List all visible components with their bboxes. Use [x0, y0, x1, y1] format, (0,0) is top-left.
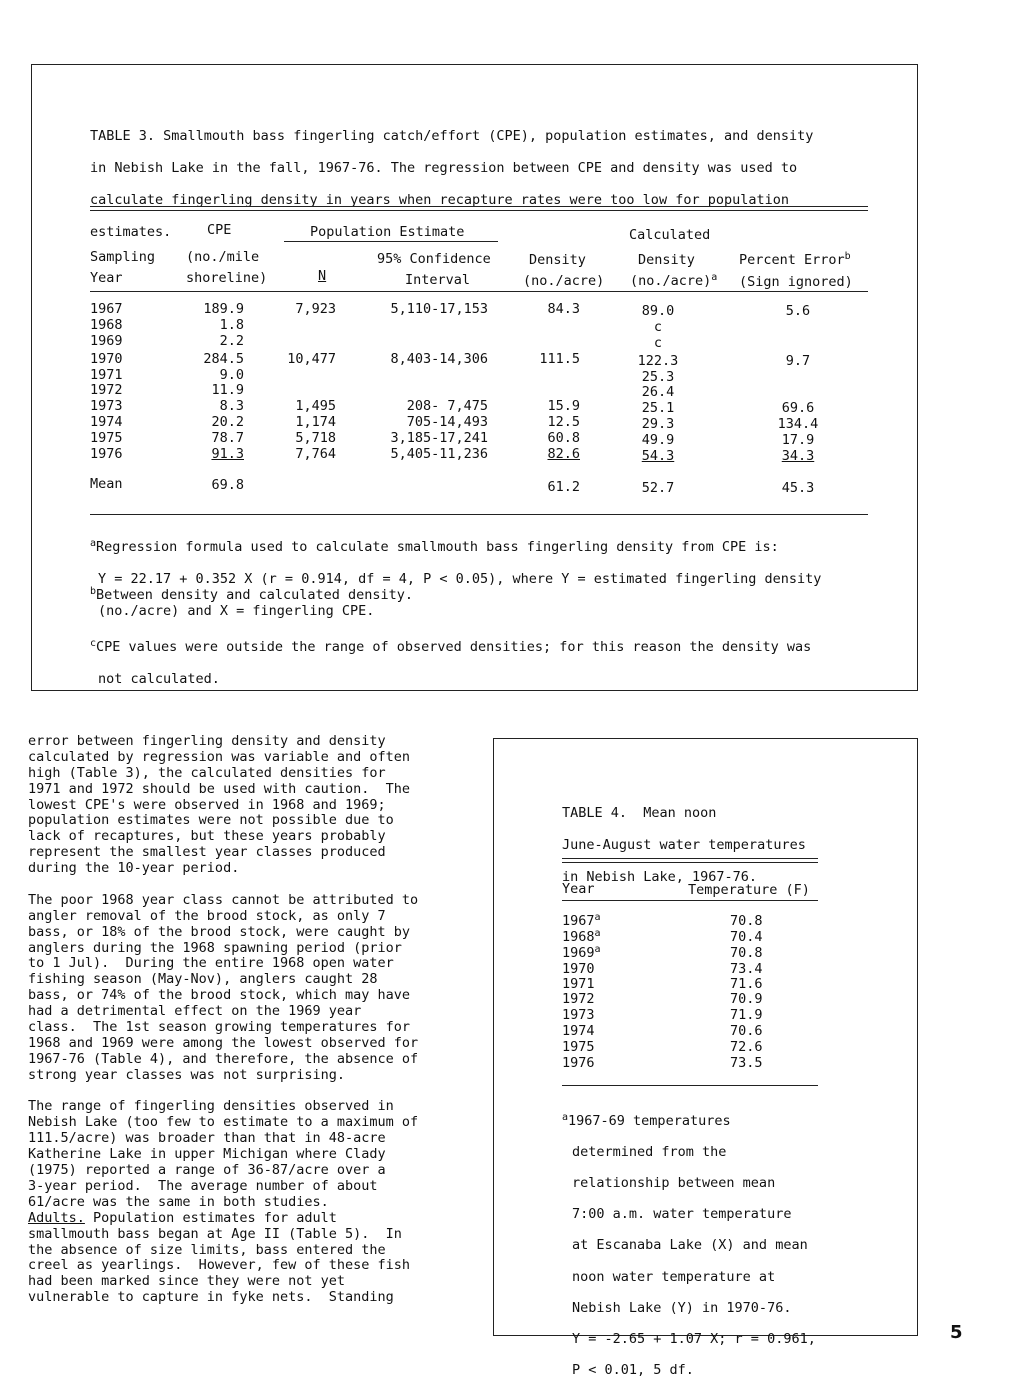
- table-3-cell-density: 82.6: [547, 446, 580, 462]
- body-line: 1971 and 1972 should be used with caution. The: [28, 780, 411, 797]
- body-line: bass, or 74% of the brood stock, which may have: [28, 987, 411, 1004]
- caption-line: calculate fingerling density in years when recapture rates were too low for population: [90, 192, 789, 208]
- table-3-cell-year: 1967: [90, 301, 123, 317]
- table-3-cell-density: 12.5: [547, 414, 580, 430]
- table-3-top-rule-2: [90, 210, 868, 211]
- footnote-line: P < 0.01, 5 df.: [572, 1362, 694, 1379]
- table-4-cell-year: [562, 1039, 595, 1055]
- table-3-cell-year: 1969: [90, 333, 123, 349]
- table-3-cell-cpe: 2.2: [219, 333, 244, 349]
- table-3-cell-density: 60.8: [547, 430, 580, 446]
- table-4-top-rule: [562, 858, 818, 859]
- page-number: 5: [950, 1322, 963, 1343]
- body-line: 111.5/acre) was broader than that in 48-acre: [28, 1130, 386, 1147]
- table-3-cell-n: 1,174: [295, 414, 336, 430]
- table-3-cell-calc: c: [653, 319, 663, 335]
- table-4-cell-temperature: 73.5: [730, 1055, 763, 1071]
- body-line: creel as yearlings. However, few of these fish: [28, 1257, 411, 1274]
- footnote-mark: a: [594, 912, 601, 923]
- body-line: [28, 1211, 418, 1227]
- body-line: high (Table 3), the calculated densities for: [28, 764, 386, 781]
- footnote-line: Y = 22.17 + 0.352 X (r = 0.914, df = 4, P < 0.05), where Y = estimated fingerling density: [98, 571, 822, 587]
- footnote-line: (no./acre) and X = fingerling CPE.: [98, 603, 375, 619]
- mean-label: Mean: [90, 476, 123, 492]
- footnote-mark: a: [594, 928, 601, 939]
- table-3-cell-calc: 89.0: [641, 303, 675, 319]
- year-value: 1968: [562, 929, 595, 945]
- year-value: 1970: [562, 961, 595, 977]
- table-3-cell-year: 1976: [90, 446, 123, 462]
- footnote-mark: a: [562, 1111, 569, 1123]
- body-line: vulnerable to capture in fyke nets. Standing: [28, 1289, 394, 1306]
- footnote-c: [90, 623, 811, 703]
- table-3-top-rule: [90, 206, 868, 207]
- header-confidence: 95% Confidence: [377, 251, 491, 267]
- body-line: error between fingerling density and density: [28, 733, 386, 749]
- body-line: Nebish Lake (too few to estimate to a maximum of: [28, 1114, 419, 1131]
- table-3-cell-year: 1968: [90, 317, 123, 333]
- mean-calc: 52.7: [641, 480, 675, 496]
- year-value: 1969: [562, 945, 595, 961]
- percent-error-label: Percent Error: [739, 252, 845, 268]
- header-cpe-units: (no./mile: [186, 249, 260, 265]
- header-sign-ignored: (Sign ignored): [739, 274, 853, 290]
- header-n: N: [318, 268, 327, 284]
- body-line: anglers during the 1968 spawning period (prior: [28, 939, 402, 956]
- table-3-cell-ci: 5,405-11,236: [390, 446, 488, 462]
- table-3-cell-density: 111.5: [539, 351, 580, 367]
- table-3-cell-err: 69.6: [781, 400, 815, 416]
- table-3-cell-year: 1973: [90, 398, 123, 414]
- header-year: Year: [90, 270, 123, 286]
- body-line: The range of fingerling densities observed in: [28, 1098, 394, 1115]
- table-4-header-year: Year: [562, 881, 595, 897]
- footnote-line: Between density and calculated density.: [96, 587, 414, 603]
- table-3-cell-cpe: 9.0: [219, 367, 244, 383]
- table-3-cell-calc: 122.3: [637, 353, 679, 369]
- population-estimate-rule: [284, 241, 498, 242]
- body-line: bass, or 18% of the brood stock, were caught by: [28, 923, 411, 940]
- table-4-cell-year: [562, 991, 595, 1007]
- table-4-cell-year: [562, 945, 601, 961]
- year-value: 1967: [562, 913, 595, 929]
- body-line: The poor 1968 year class cannot be attributed to: [28, 891, 419, 908]
- footnote-line: determined from the: [572, 1143, 727, 1160]
- table-3-cell-density: 15.9: [547, 398, 580, 414]
- caption-line: TABLE 3. Smallmouth bass fingerling catch/effort (CPE), population estimates, and density: [90, 128, 814, 144]
- table-3-cell-err: 5.6: [785, 303, 811, 319]
- footnote-mark: a: [594, 944, 601, 955]
- calc-units-label: (no./acre): [630, 273, 712, 289]
- table-3-cell-calc: 49.9: [641, 432, 675, 448]
- table-4-footnote: [562, 1098, 816, 1394]
- body-line: fishing season (May-Nov), anglers caught 28: [28, 971, 378, 988]
- table-3-cell-cpe: 11.9: [211, 382, 244, 398]
- adults-line-rest: Population estimates for adult: [84, 1209, 337, 1226]
- table-3-cell-ci: 8,403-14,306: [390, 351, 488, 367]
- body-line: population estimates were not possible due to: [28, 812, 394, 829]
- mean-error: 45.3: [781, 480, 815, 496]
- table-3-cell-cpe: 1.8: [219, 317, 244, 333]
- body-line: Katherine Lake in upper Michigan where Clady: [28, 1146, 386, 1163]
- body-line: calculated by regression was variable and often: [28, 748, 411, 765]
- footnote-line: Y = -2.65 + 1.07 X; r = 0.961,: [572, 1330, 816, 1347]
- caption-line: estimates.: [90, 224, 172, 240]
- table-3-cell-ci: 5,110-17,153: [390, 301, 488, 317]
- table-3-cell-calc: 25.3: [641, 369, 675, 385]
- body-line: [28, 877, 418, 893]
- table-4-cell-year: [562, 929, 601, 945]
- table-3-cell-calc: 54.3: [641, 448, 675, 464]
- year-value: 1973: [562, 1007, 595, 1023]
- footnote-line: 7:00 a.m. water temperature: [572, 1206, 792, 1223]
- table-3-cell-ci: 208- 7,475: [406, 398, 488, 414]
- body-line: had a detrimental effect on the 1969 year: [28, 1003, 362, 1020]
- caption-line: TABLE 4. Mean noon: [562, 805, 717, 821]
- body-line: 61/acre was the same in both studies.: [28, 1193, 329, 1210]
- year-value: 1972: [562, 991, 595, 1007]
- table-4-cell-temperature: 70.8: [730, 913, 763, 929]
- body-line: 3-year period. The average number of about: [28, 1177, 378, 1194]
- table-3-bottom-rule: [90, 514, 868, 515]
- table-4-cell-temperature: 71.9: [730, 1007, 763, 1023]
- caption-line: June-August water temperatures: [562, 837, 806, 853]
- table-3-cell-year: 1974: [90, 414, 123, 430]
- caption-line: in Nebish Lake in the fall, 1967-76. The regression between CPE and density was used to: [90, 160, 798, 176]
- table-4-cell-year: [562, 913, 601, 929]
- year-value: 1974: [562, 1023, 595, 1039]
- adults-line-2: smallmouth bass began at Age II (Table 5). In: [28, 1225, 402, 1242]
- footnote-line: CPE values were outside the range of observed densities; for this reason the density was: [96, 639, 812, 655]
- table-3-cell-cpe: 20.2: [211, 414, 244, 430]
- body-line: represent the smallest year classes produced: [28, 844, 386, 861]
- table-4-cell-year: [562, 1023, 595, 1039]
- table-4-bottom-rule: [562, 1085, 818, 1086]
- table-3-cell-cpe: 8.3: [219, 398, 244, 414]
- table-3-cell-calc: c: [653, 335, 663, 351]
- adults-heading: Adults.: [28, 1209, 85, 1226]
- table-3-cell-year: 1972: [90, 382, 123, 398]
- header-interval: Interval: [405, 272, 471, 288]
- body-line: lack of recaptures, but these years probably: [28, 828, 386, 845]
- table-3-cell-ci: 705-14,493: [406, 414, 488, 430]
- table-3-cell-calc: 29.3: [641, 416, 675, 432]
- table-3-header-rule: [90, 291, 868, 292]
- footnote-mark: c: [90, 638, 97, 649]
- body-line: [28, 1227, 418, 1243]
- table-3-cell-cpe: 284.5: [203, 351, 244, 367]
- body-line: to 1 Jul). During the entire 1968 open water: [28, 955, 394, 972]
- header-sampling: Sampling: [90, 249, 156, 265]
- year-value: 1975: [562, 1039, 595, 1055]
- table-3-cell-cpe: 78.7: [211, 430, 244, 446]
- table-4-cell-temperature: 71.6: [730, 976, 763, 992]
- table-3-cell-calc: 26.4: [641, 384, 675, 400]
- caption-line: in Nebish Lake, 1967-76.: [562, 869, 758, 885]
- table-4-cell-temperature: 73.4: [730, 961, 763, 977]
- table-4-header-rule: [562, 900, 818, 901]
- header-percent-error: [739, 252, 851, 268]
- header-density-units: (no./acre): [523, 273, 605, 289]
- body-line: [28, 1084, 418, 1100]
- body-line: lowest CPE's were observed in 1968 and 1969;: [28, 796, 386, 813]
- footnote-line: relationship between mean: [572, 1174, 776, 1191]
- mean-density: 61.2: [547, 479, 580, 495]
- table-3-cell-n: 10,477: [287, 351, 336, 367]
- footnote-mark: b: [844, 251, 851, 262]
- body-line: during the 10-year period.: [28, 860, 240, 877]
- table-3-cell-n: 7,923: [295, 301, 336, 317]
- header-population-estimate: Population Estimate: [310, 224, 465, 240]
- header-calculated: Calculated: [629, 227, 711, 243]
- table-3-cell-n: 1,495: [295, 398, 336, 414]
- table-3-cell-year: 1975: [90, 430, 123, 446]
- year-value: 1976: [562, 1055, 595, 1071]
- body-line: angler removal of the brood stock, as only 7: [28, 907, 386, 924]
- table-3-cell-year: 1971: [90, 367, 123, 383]
- table-3-cell-density: 84.3: [547, 301, 580, 317]
- header-cpe: CPE: [207, 222, 232, 238]
- footnote-line: at Escanaba Lake (X) and mean: [572, 1237, 808, 1254]
- header-calc-density: Density: [638, 252, 695, 268]
- table-4-top-rule-2: [562, 862, 818, 863]
- table-4-cell-temperature: 70.6: [730, 1023, 763, 1039]
- body-line: strong year classes was not surprising.: [28, 1066, 345, 1083]
- year-value: 1971: [562, 976, 595, 992]
- table-3-cell-cpe: 189.9: [203, 301, 244, 317]
- footnote-mark: b: [90, 586, 97, 597]
- footnote-line: not calculated.: [98, 671, 220, 687]
- table-3-cell-cpe: 91.3: [211, 446, 244, 462]
- footnote-line: Regression formula used to calculate smallmouth bass fingerling density from CPE is:: [96, 539, 779, 555]
- table-3-cell-err: 9.7: [785, 353, 811, 369]
- body-line: 1968 and 1969 were among the lowest observed for: [28, 1034, 419, 1051]
- footnote-mark: a: [90, 538, 97, 549]
- table-3-cell-err: 34.3: [781, 448, 815, 464]
- table-4-cell-temperature: 70.9: [730, 991, 763, 1007]
- table-3-cell-calc: 25.1: [641, 400, 675, 416]
- table-3-cell-ci: 3,185-17,241: [390, 430, 488, 446]
- table-4-cell-year: [562, 961, 595, 977]
- body-line: (1975) reported a range of 36-87/acre over a: [28, 1162, 386, 1179]
- footnote-line: 1967-69 temperatures: [568, 1112, 731, 1129]
- body-text: [28, 734, 418, 1306]
- footnote-a: [90, 523, 821, 635]
- table-4-header-temperature: Temperature (F): [688, 882, 810, 898]
- header-calc-units: [630, 273, 717, 289]
- table-4-cell-temperature: 70.4: [730, 929, 763, 945]
- body-line: 1967-76 (Table 4), and therefore, the absence of: [28, 1050, 419, 1067]
- table-3-cell-err: 134.4: [777, 416, 819, 432]
- body-line: had been marked since they were not yet: [28, 1273, 345, 1290]
- table-4-cell-year: [562, 1007, 595, 1023]
- table-3-cell-n: 7,764: [295, 446, 336, 462]
- table-4-cell-temperature: 70.8: [730, 945, 763, 961]
- table-3-cell-n: 5,718: [295, 430, 336, 446]
- table-4-cell-year: [562, 1055, 595, 1071]
- header-shoreline: shoreline): [186, 270, 268, 286]
- table-3-cell-err: 17.9: [781, 432, 815, 448]
- footnote-line: noon water temperature at: [572, 1268, 776, 1285]
- mean-cpe: 69.8: [211, 477, 244, 493]
- body-line: the absence of size limits, bass entered the: [28, 1241, 386, 1258]
- footnote-b: [90, 587, 413, 603]
- footnote-line: Nebish Lake (Y) in 1970-76.: [572, 1299, 792, 1316]
- body-line: class. The 1st season growing temperatures for: [28, 1019, 411, 1036]
- footnote-mark: a: [711, 272, 718, 283]
- table-3-cell-year: 1970: [90, 351, 123, 367]
- header-density: Density: [529, 252, 586, 268]
- table-4-cell-year: [562, 976, 595, 992]
- table-4-cell-temperature: 72.6: [730, 1039, 763, 1055]
